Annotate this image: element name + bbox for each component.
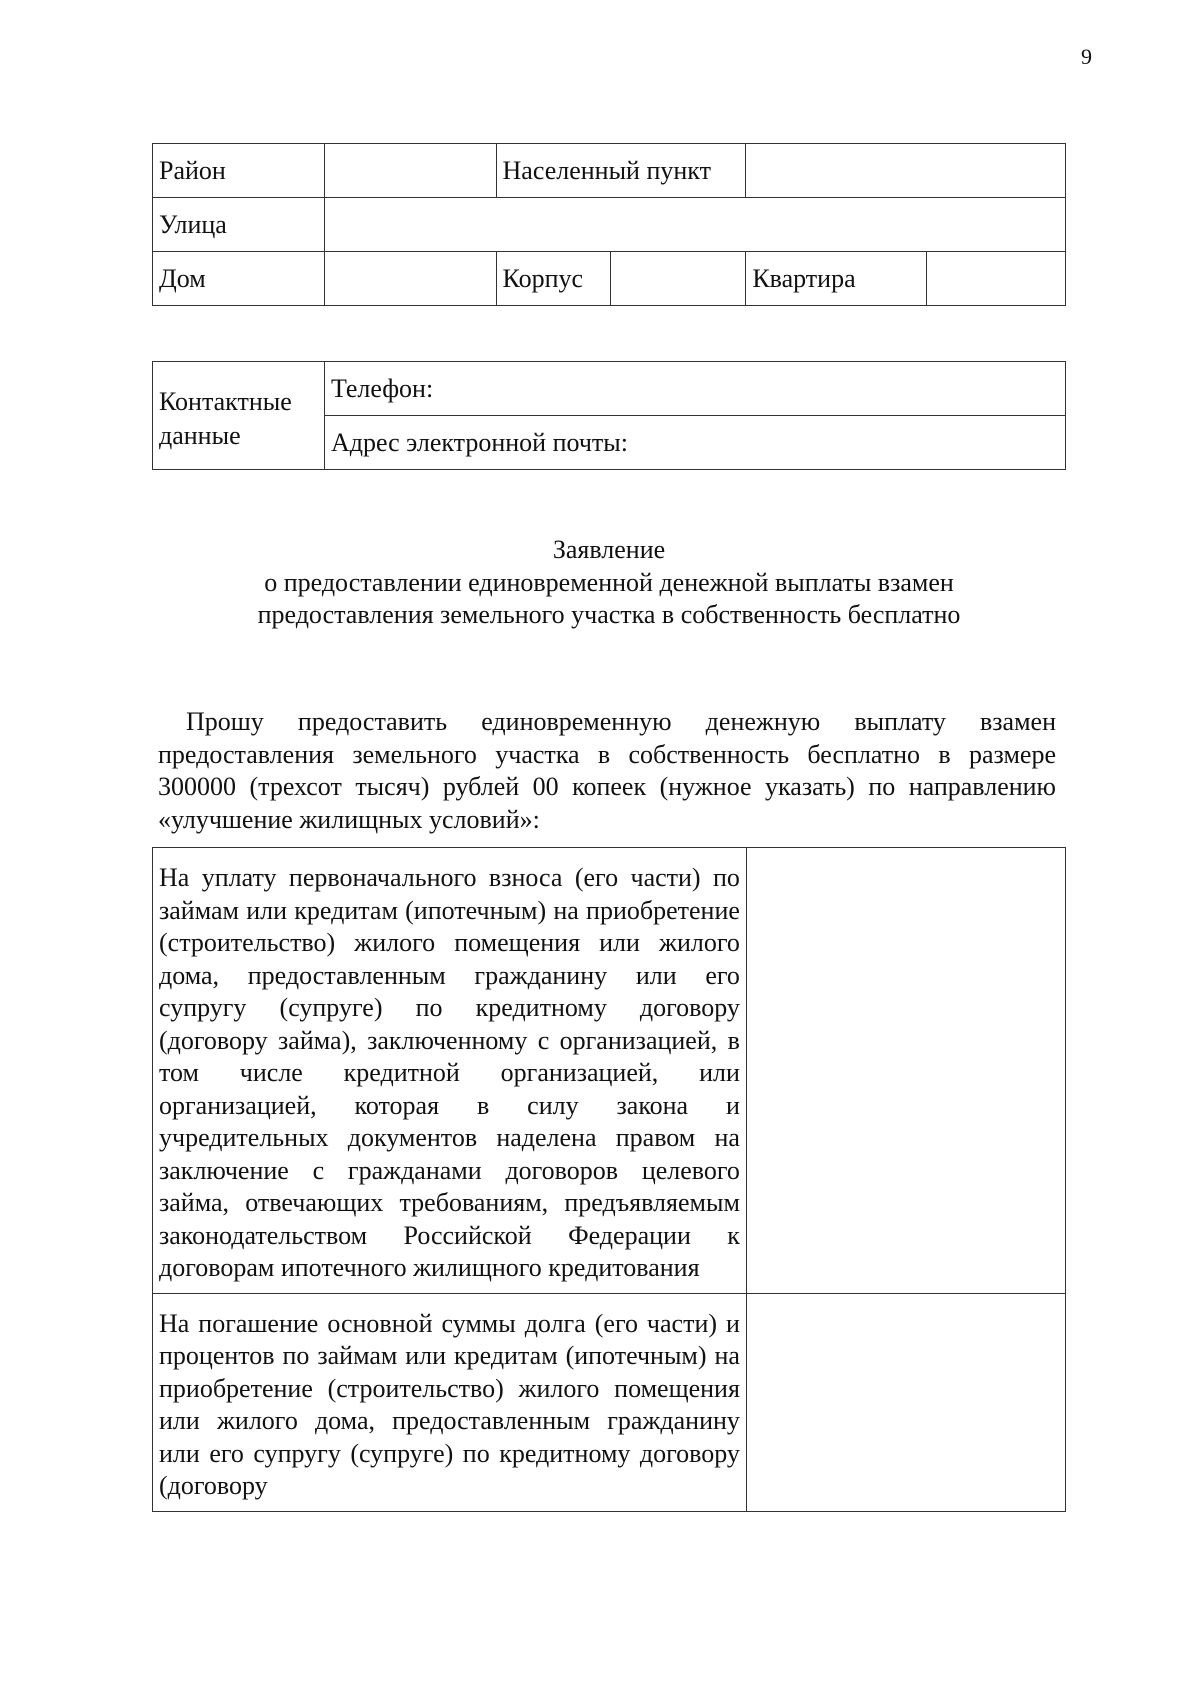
payment-options-table [152,847,1066,1512]
payment-option-row [153,848,1066,1294]
phone-field[interactable]: Телефон: [324,362,1065,416]
building-field[interactable] [611,252,746,306]
contacts-row-phone [153,362,1066,416]
district-field[interactable] [324,144,496,198]
street-label: Улица [153,198,325,252]
payment-option-mark-field[interactable] [746,848,1065,1294]
document-subtitle-line-1: о предоставлении единовременной денежной выплаты взамен [264,567,954,597]
contacts-table [152,361,1066,470]
page-number: 9 [1081,44,1092,69]
email-field[interactable]: Адрес электронной почты: [324,416,1065,470]
document-subtitle-line-2: предоставления земельного участка в собственность бесплатно [257,600,961,629]
district-label: Район [153,144,325,198]
payment-option-mark-field[interactable] [746,1293,1065,1511]
address-row-house [153,252,1066,306]
request-paragraph: Прошу предоставить единовременную денежную выплату взамен предоставления земельного участка в собственность бесплатно в размере 300000 (трехсот тысяч) рублей 00 копеек (нужное указать) по направлению «улучшение жилищных условий»: [158,707,1056,834]
house-field[interactable] [324,252,496,306]
payment-option-text: На погашение основной суммы долга (его части) и процентов по займам или кредитам (ипотечным) на приобретение (строительство) жилого помещения или жилого дома, предоставленным гражданину или его супругу (супруге) по кредитному договору (договору [153,1293,747,1511]
locality-field[interactable] [746,144,1066,198]
address-row-district [153,144,1066,198]
document-title: Заявление [552,535,666,564]
apartment-field[interactable] [927,252,1066,306]
locality-label: Населенный пункт [496,144,746,198]
payment-option-text: На уплату первоначального взноса (его части) по займам или кредитам (ипотечным) на приобретение (строительство) жилого помещения или жилого дома, предоставленным гражданину или его супругу (супруге) по кредитному договору (договору займа), заключенному с организацией, в том числе кредитной организацией, или организацией, которая в силу закона и учредительных документов наделена правом на заключение с гражданами договоров целевого займа, отвечающих требованиям, предъявляемым законодательством Российской Федерации к договорам ипотечного жилищного кредитования [153,848,747,1294]
address-table [152,143,1066,306]
building-label: Корпус [496,252,611,306]
house-label: Дом [153,252,325,306]
payment-option-row [153,1293,1066,1511]
address-row-street [153,198,1066,252]
street-field[interactable] [324,198,1065,252]
document-heading [152,534,1066,632]
apartment-label: Квартира [746,252,927,306]
contacts-label: Контактные данные [153,362,325,470]
